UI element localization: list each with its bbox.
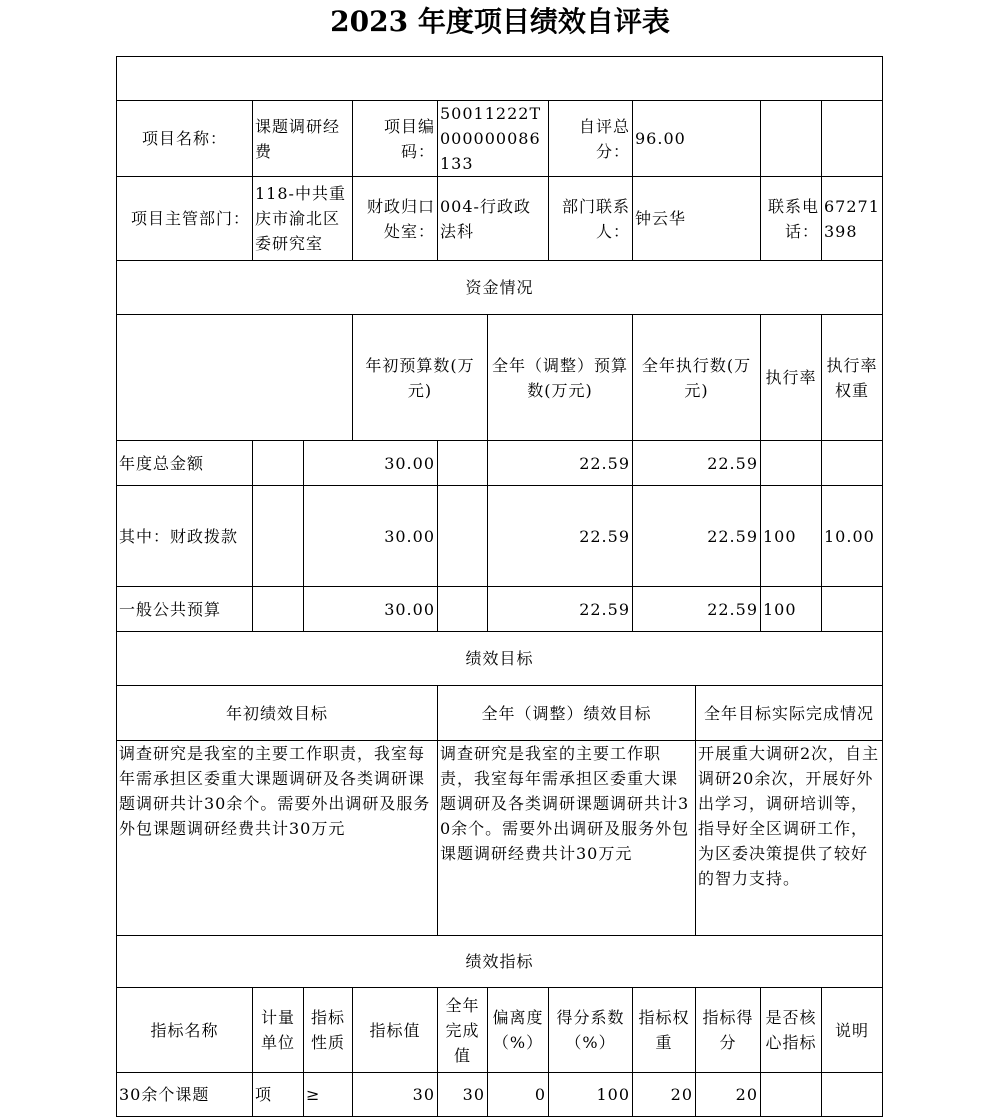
phone-label: 联系电话：	[761, 177, 822, 261]
self-score-label: 自评总分：	[549, 101, 633, 177]
funds-row-label: 其中：财政拨款	[117, 486, 253, 587]
executed-header: 全年执行数(万元)	[633, 315, 761, 441]
funds-rate-value: 100	[761, 587, 822, 632]
funds-title-row	[117, 261, 883, 315]
dept-value: 118-中共重庆市渝北区委研究室	[253, 177, 353, 261]
ind-score-header: 指标得分	[696, 988, 761, 1073]
funds-adjusted-value: 22.59	[488, 441, 633, 486]
goals-section-title: 绩效目标	[117, 632, 883, 686]
goals-header-row	[117, 686, 883, 741]
ind-core	[761, 1073, 822, 1117]
initial-budget-header: 年初预算数(万元)	[353, 315, 488, 441]
project-code-label: 项目编码：	[353, 101, 438, 177]
adjusted-goal-text: 调查研究是我室的主要工作职责，我室每年需承担区委重大课题调研及各类调研课题调研共计30余个。需要外出调研及服务外包课题调研经费共计30万元	[438, 741, 696, 936]
ind-weight: 20	[633, 1073, 696, 1117]
funds-rate-value: 100	[761, 486, 822, 587]
ind-value-header: 指标值	[353, 988, 438, 1073]
weight-header: 执行率权重	[822, 315, 883, 441]
contact-value: 钟云华	[633, 177, 761, 261]
ind-complete-header: 全年完成值	[438, 988, 488, 1073]
funds-executed-value: 22.59	[633, 486, 761, 587]
ind-core-header: 是否核心指标	[761, 988, 822, 1073]
funds-row-label: 年度总金额	[117, 441, 253, 486]
indicators-header-row	[117, 988, 883, 1073]
office-value: 004-行政政法科	[438, 177, 549, 261]
rate-header: 执行率	[761, 315, 822, 441]
ind-unit-header: 计量单位	[253, 988, 304, 1073]
info-row-1	[117, 101, 883, 177]
funds-header-row	[117, 315, 883, 441]
initial-goal-text: 调查研究是我室的主要工作职责，我室每年需承担区委重大课题调研及各类调研课题调研共计30余个。需要外出调研及服务外包课题调研经费共计30万元	[117, 741, 438, 936]
funds-row-label: 一般公共预算	[117, 587, 253, 632]
project-name-value: 课题调研经费	[253, 101, 353, 177]
funds-adjusted-value: 22.59	[488, 486, 633, 587]
funds-initial-value: 30.00	[304, 486, 438, 587]
funds-row	[117, 587, 883, 632]
ind-note	[822, 1073, 883, 1117]
ind-nature-header: 指标性质	[304, 988, 353, 1073]
dept-label: 项目主管部门：	[117, 177, 253, 261]
funds-row	[117, 486, 883, 587]
funds-adjusted-value: 22.59	[488, 587, 633, 632]
goals-content-row	[117, 741, 883, 936]
actual-goal-header: 全年目标实际完成情况	[696, 686, 883, 741]
ind-nature: ≥	[304, 1073, 353, 1117]
ind-coef-header: 得分系数（%）	[549, 988, 633, 1073]
ind-weight-header: 指标权重	[633, 988, 696, 1073]
adjusted-goal-header: 全年（调整）绩效目标	[438, 686, 696, 741]
funds-initial-value: 30.00	[304, 441, 438, 486]
phone-value: 67271398	[822, 177, 883, 261]
project-name-label: 项目名称：	[117, 101, 253, 177]
funds-row	[117, 441, 883, 486]
goals-title-row	[117, 632, 883, 686]
office-label: 财政归口处室：	[353, 177, 438, 261]
self-score-value: 96.00	[633, 101, 761, 177]
ind-deviation-header: 偏离度（%）	[488, 988, 549, 1073]
ind-value: 30	[353, 1073, 438, 1117]
blank-row	[117, 57, 883, 101]
funds-rate-value	[761, 441, 822, 486]
info-row-2	[117, 177, 883, 261]
funds-executed-value: 22.59	[633, 441, 761, 486]
ind-unit: 项	[253, 1073, 304, 1117]
indicators-title-row	[117, 936, 883, 988]
actual-goal-text: 开展重大调研2次，自主调研20余次，开展好外出学习，调研培训等，指导好全区调研工作，为区委决策提供了较好的智力支持。	[696, 741, 883, 936]
ind-coef: 100	[549, 1073, 633, 1117]
funds-initial-value: 30.00	[304, 587, 438, 632]
project-code-value: 50011222T000000086133	[438, 101, 549, 177]
ind-score: 20	[696, 1073, 761, 1117]
ind-deviation: 0	[488, 1073, 549, 1117]
contact-label: 部门联系人：	[549, 177, 633, 261]
funds-section-title: 资金情况	[117, 261, 883, 315]
indicators-section-title: 绩效指标	[117, 936, 883, 988]
indicator-row	[117, 1073, 883, 1117]
ind-note-header: 说明	[822, 988, 883, 1073]
page-title: 2023 年度项目绩效自评表	[330, 5, 670, 38]
ind-name: 30余个课题	[117, 1073, 253, 1117]
evaluation-table	[116, 56, 883, 1117]
initial-goal-header: 年初绩效目标	[117, 686, 438, 741]
ind-name-header: 指标名称	[117, 988, 253, 1073]
ind-complete: 30	[438, 1073, 488, 1117]
funds-weight-value	[822, 587, 883, 632]
funds-executed-value: 22.59	[633, 587, 761, 632]
funds-weight-value	[822, 441, 883, 486]
adjusted-budget-header: 全年（调整）预算数(万元)	[488, 315, 633, 441]
funds-weight-value: 10.00	[822, 486, 883, 587]
